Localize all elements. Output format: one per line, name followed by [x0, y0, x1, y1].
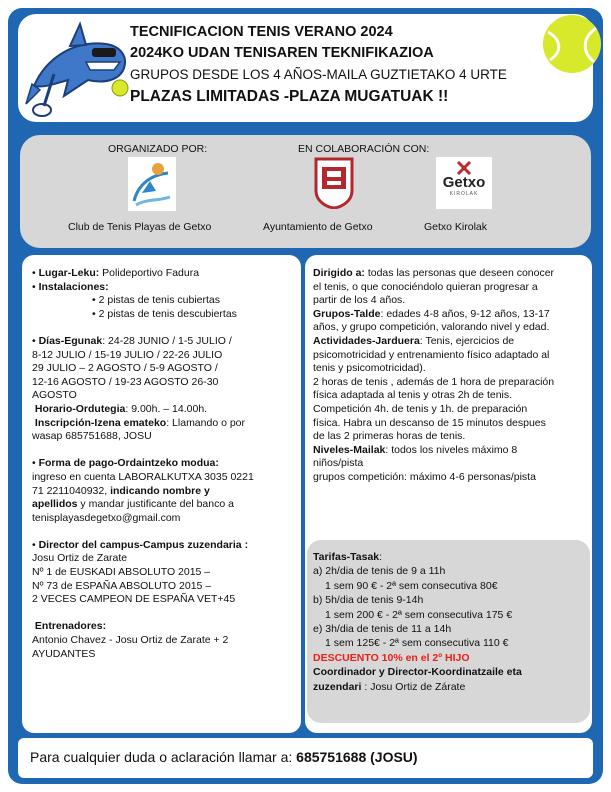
club-tenis-logo-icon — [128, 157, 176, 211]
coordinador-row: zuzendari : Josu Ortiz de Zárate — [313, 680, 466, 693]
lugar-row: • Lugar-Leku: Polideportivo Fadura — [32, 267, 200, 279]
tarifa-option: a) 2h/dia de tenis de 9 a 11h — [313, 565, 446, 578]
director-row: • Director del campus-Campus zuzendaria : — [32, 538, 249, 551]
horas-line: física adaptada al tenis y otras 2h de tenis. — [313, 389, 513, 402]
kirolak-caption: Getxo Kirolak — [424, 221, 488, 233]
entrenadores-row — [32, 620, 293, 634]
entrenadores-names: AYUDANTES — [32, 647, 96, 660]
getxo-kirolak-cross-icon — [456, 161, 472, 175]
dirigido-label: Dirigido a: — [313, 267, 365, 279]
getxo-logo-text: Getxo — [442, 174, 486, 191]
dias-line: AGOSTO — [32, 389, 77, 402]
competicion-line: física. Habra un descanso de 15 minutos despues — [313, 416, 546, 429]
actividades-label: Actividades-Jarduera — [313, 334, 420, 347]
left-info-panel — [22, 255, 301, 733]
grupos-line: años, y grupo competición, valorando nivel y edad. — [313, 321, 550, 334]
director-merit: Nº 1 de EUSKADI ABSOLUTO 2015 – — [32, 566, 211, 579]
dirigido-line: el tenis, o que conociéndolo quieran progresar a — [313, 280, 538, 293]
entrenadores-names: Antonio Chavez - Josu Ortiz de Zarate + 2 — [32, 634, 229, 647]
coordinador-row: Coordinador y Director-Koordinatzaile eta — [313, 666, 522, 679]
horario-row: Horario-Ordutegia: 9.00h. – 14.00h. — [34, 402, 208, 415]
club-caption: Club de Tenis Playas de Getxo — [68, 221, 212, 233]
dias-label: Días-Egunak — [38, 334, 103, 347]
organized-by-label: ORGANIZADO POR: — [108, 143, 208, 155]
pago-row: • Forma de pago-Ordaintzeko modua: — [32, 457, 219, 470]
director-name: Josu Ortiz de Zarate — [32, 552, 128, 565]
header-banner — [18, 14, 593, 122]
lugar-value: Polideportivo Fadura — [99, 267, 200, 279]
tennis-ball-icon — [540, 12, 604, 76]
tarifa-price: 1 sem 125€ - 2ª sem consecutiva 110 € — [325, 637, 509, 650]
title-line-2: 2024KO UDAN TENISAREN TEKNIFIKAZIOA — [130, 45, 434, 61]
dias-line: 8-12 JULIO / 15-19 JULIO / 22-26 JULIO — [32, 348, 223, 361]
dias-row: • Días-Egunak: 24-28 JUNIO / 1-5 JULIO / — [32, 334, 232, 347]
horario-label: Horario-Ordutegia — [34, 402, 126, 415]
ayuntamiento-caption: Ayuntamiento de Getxo — [263, 221, 373, 233]
dirigido-line: partir de los 4 años. — [313, 294, 406, 307]
entrenadores-label: Entrenadores: — [34, 620, 107, 633]
niveles-label: Niveles-Mailak — [313, 443, 386, 456]
instalacion-item: • 2 pistas de tenis descubiertas — [92, 307, 237, 320]
getxo-logo-subtext: KIROLAK — [449, 191, 479, 197]
competicion-line: de las 2 primeras horas de tenis. — [313, 430, 466, 443]
pago-account: ingreso en cuenta LABORALKUTXA 3035 0221 — [32, 470, 254, 483]
grupos-row: Grupos-Talde: edades 4-8 años, 9-12 años, 13-17 — [313, 307, 550, 320]
pago-line: 71 2211040932, indicando nombre y — [32, 484, 210, 497]
organizers-panel — [20, 135, 591, 248]
tarifas-box — [307, 540, 590, 723]
instalacion-item: • 2 pistas de tenis cubiertas — [92, 294, 220, 307]
tarifa-price: 1 sem 90 € - 2ª sem consecutiva 80€ — [325, 579, 498, 592]
competicion-line: Competición 4h. de tenis y 1h. de preparación — [313, 402, 528, 415]
inscripcion-row: Inscripción-Izena emateko: Llamando o por — [34, 416, 246, 429]
dias-line: 29 JULIO – 2 AGOSTO / 5-9 AGOSTO / — [32, 362, 218, 375]
limited-places-notice: PLAZAS LIMITADAS -PLAZA MUGATUAK !! — [130, 88, 449, 105]
grupos-label: Grupos-Talde — [313, 307, 381, 320]
ayuntamiento-getxo-shield-icon — [314, 157, 354, 209]
pago-label: Forma de pago-Ordaintzeko modua: — [38, 457, 219, 470]
inscripcion-label: Inscripción-Izena emateko — [34, 416, 167, 429]
lugar-label: Lugar-Leku: — [38, 267, 100, 279]
tarifas-label: Tarifas-Tasak — [313, 551, 380, 563]
footer-text: Para cualquier duda o aclaración llamar a: — [30, 749, 297, 765]
director-merit: 2 VECES CAMPEON DE ESPAÑA VET+45 — [32, 593, 236, 606]
tarifa-option: b) 5h/dia de tenis 9-14h — [313, 594, 424, 607]
contact-email: tenisplayasdegetxo@gmail.com — [32, 511, 181, 524]
instalaciones-label: Instalaciones: — [38, 280, 109, 293]
tarifa-price: 1 sem 200 € - 2ª sem consecutiva 175 € — [325, 608, 513, 621]
collaboration-label: EN COLABORACIÓN CON: — [298, 143, 430, 155]
actividades-line: psicomotricidad y entrenamiento físico adaptado al — [313, 348, 550, 361]
tarifas-row: Tarifas-Tasak: — [313, 551, 383, 563]
getxo-kirolak-logo — [436, 157, 492, 209]
niveles-line: niños/pista — [313, 457, 364, 470]
actividades-line: tenis y psicomotricidad). — [313, 362, 426, 375]
instalaciones-row: • Instalaciones: — [32, 280, 109, 293]
inscripcion-contact: wasap 685751688, JOSU — [32, 430, 152, 443]
dirigido-row: Dirigido a: todas las personas que deseen conocer — [313, 267, 555, 279]
footer-phone: 685751688 (JOSU) — [296, 749, 418, 765]
footer-contact — [18, 738, 593, 778]
horas-line: 2 horas de tenis , además de 1 hora de preparación — [313, 375, 555, 388]
actividades-row: Actividades-Jarduera: Tenis, ejercicios de — [313, 334, 515, 347]
tarifa-option: e) 3h/dia de tenis de 11 a 14h — [313, 623, 452, 636]
pago-line: apellidos y mandar justificante del banco a — [32, 498, 234, 511]
niveles-row: Niveles-Mailak: todos los niveles máximo 8 — [313, 443, 518, 456]
title-line-1: TECNIFICACION TENIS VERANO 2024 — [130, 24, 393, 40]
subtitle-age-groups: GRUPOS DESDE LOS 4 AÑOS-MAILA GUZTIETAKO 4 URTE — [130, 67, 507, 82]
dias-line: 12-16 AGOSTO / 19-23 AGOSTO 26-30 — [32, 375, 219, 388]
shark-mascot-icon — [24, 18, 134, 118]
director-label: Director del campus-Campus zuzendaria : — [38, 538, 249, 551]
director-merit: Nº 73 de ESPAÑA ABSOLUTO 2015 – — [32, 579, 212, 592]
discount-notice: DESCUENTO 10% en el 2º HIJO — [313, 651, 470, 664]
niveles-line: grupos competición: máximo 4-6 personas/pista — [313, 470, 536, 483]
